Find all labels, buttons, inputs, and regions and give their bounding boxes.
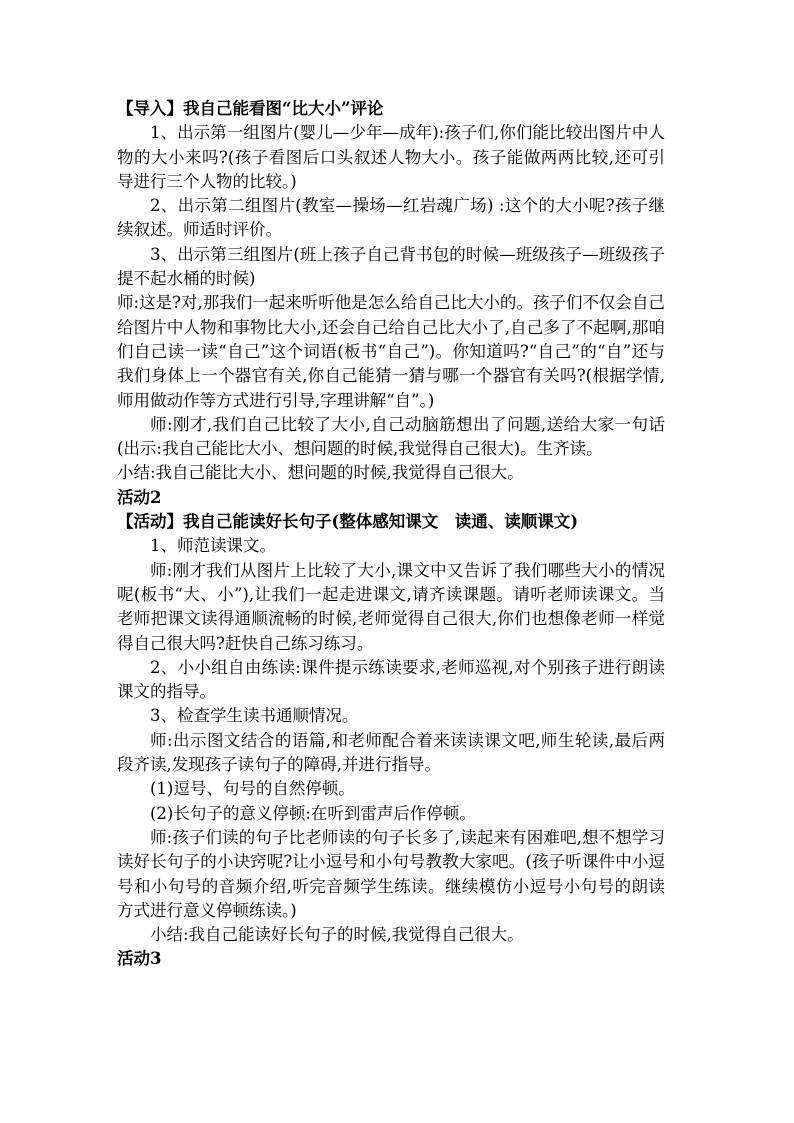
activity-2-summary: 小结:我自己能读好长句子的时候,我觉得自己很大。 xyxy=(150,925,524,945)
intro-paragraph-1: 1、出示第一组图片(婴儿—少年—成年):孩子们,你们能比较出图片中人物的大小来吗?(孩子看图后口头叙述人物大小。孩子能做两两比较,还可引导进行三个人物的比较。) xyxy=(117,123,665,191)
intro-paragraph-3: 3、出示第三组图片(班上孩子自己背书包的时候—班级孩子—班级孩子提不起水桶的时候) xyxy=(117,244,665,289)
intro-paragraph-5: 师:刚才,我们自己比较了大小,自己动脑筋想出了问题,送给大家一句话(出示:我自己能比大小、想问题的时候,我觉得自己很大)。生齐读。 xyxy=(117,414,665,459)
activity-3-title: 活动3 xyxy=(117,949,162,969)
intro-summary: 小结:我自己能比大小、想问题的时候,我觉得自己很大。 xyxy=(117,463,524,483)
activity-2-paragraph-1: 1、师范读课文。 xyxy=(150,536,276,556)
activity-2-paragraph-4: 3、检查学生读书通顺情况。 xyxy=(150,706,359,726)
activity-2-title: 活动2 xyxy=(117,487,162,507)
intro-paragraph-2: 2、出示第二组图片(教室—操场—红岩魂广场) :这个的大小呢?孩子继续叙述。师适时评价。 xyxy=(117,196,665,240)
activity-2-paragraph-3: 2、小小组自由练读:课件提示练读要求,老师巡视,对个别孩子进行朗读课文的指导。 xyxy=(117,657,665,702)
activity-2-paragraph-2: 师:刚才我们从图片上比较了大小,课文中又告诉了我们哪些大小的情况呢(板书“大、小”),让我们一起走进课文,请齐读课题。请听老师读课文。当老师把课文读得通顺流畅的时候,老师觉得自己很大,你们也想像老师一样觉得自己很大吗?赶快自己练习练习。 xyxy=(117,560,665,653)
activity-2-paragraph-6: (1)逗号、句号的自然停顿。 xyxy=(150,779,355,799)
document-page xyxy=(117,97,665,972)
activity-2-heading: 【活动】我自己能读好长句子(整体感知课文 读通、读顺课文) xyxy=(117,512,579,532)
intro-heading: 【导入】我自己能看图“比大小”评论 xyxy=(117,99,384,118)
activity-2-paragraph-7: (2)长句子的意义停顿:在听到雷声后作停顿。 xyxy=(150,803,476,823)
intro-paragraph-4: 师:这是?对,那我们一起来听听他是怎么给自己比大小的。孩子们不仅会自己给图片中人物和事物比大小,还会自己给自己比大小了,自己多了不起啊,那咱们自己读一读“自己”这个词语(板书“自己”)。你知道吗?“自己”的“自”还与我们身体上一个器官有关,你自己能猜一猜与哪一个器官有关吗?(根据学情,师用做动作等方式进行引导,字理讲解“自”。) xyxy=(117,293,665,410)
activity-2-paragraph-8: 师:孩子们读的句子比老师读的句子长多了,读起来有困难吧,想不想学习读好长句子的小诀窍呢?让小逗号和小句号教教大家吧。(孩子听课件中小逗号和小句号的音频介绍,听完音频学生练读。继续模仿小逗号小句号的朗读方式进行意义停顿练读。) xyxy=(117,827,665,920)
activity-2-paragraph-5: 师:出示图文结合的语篇,和老师配合着来读读课文吧,师生轮读,最后两段齐读,发现孩子读句子的障碍,并进行指导。 xyxy=(117,730,665,775)
